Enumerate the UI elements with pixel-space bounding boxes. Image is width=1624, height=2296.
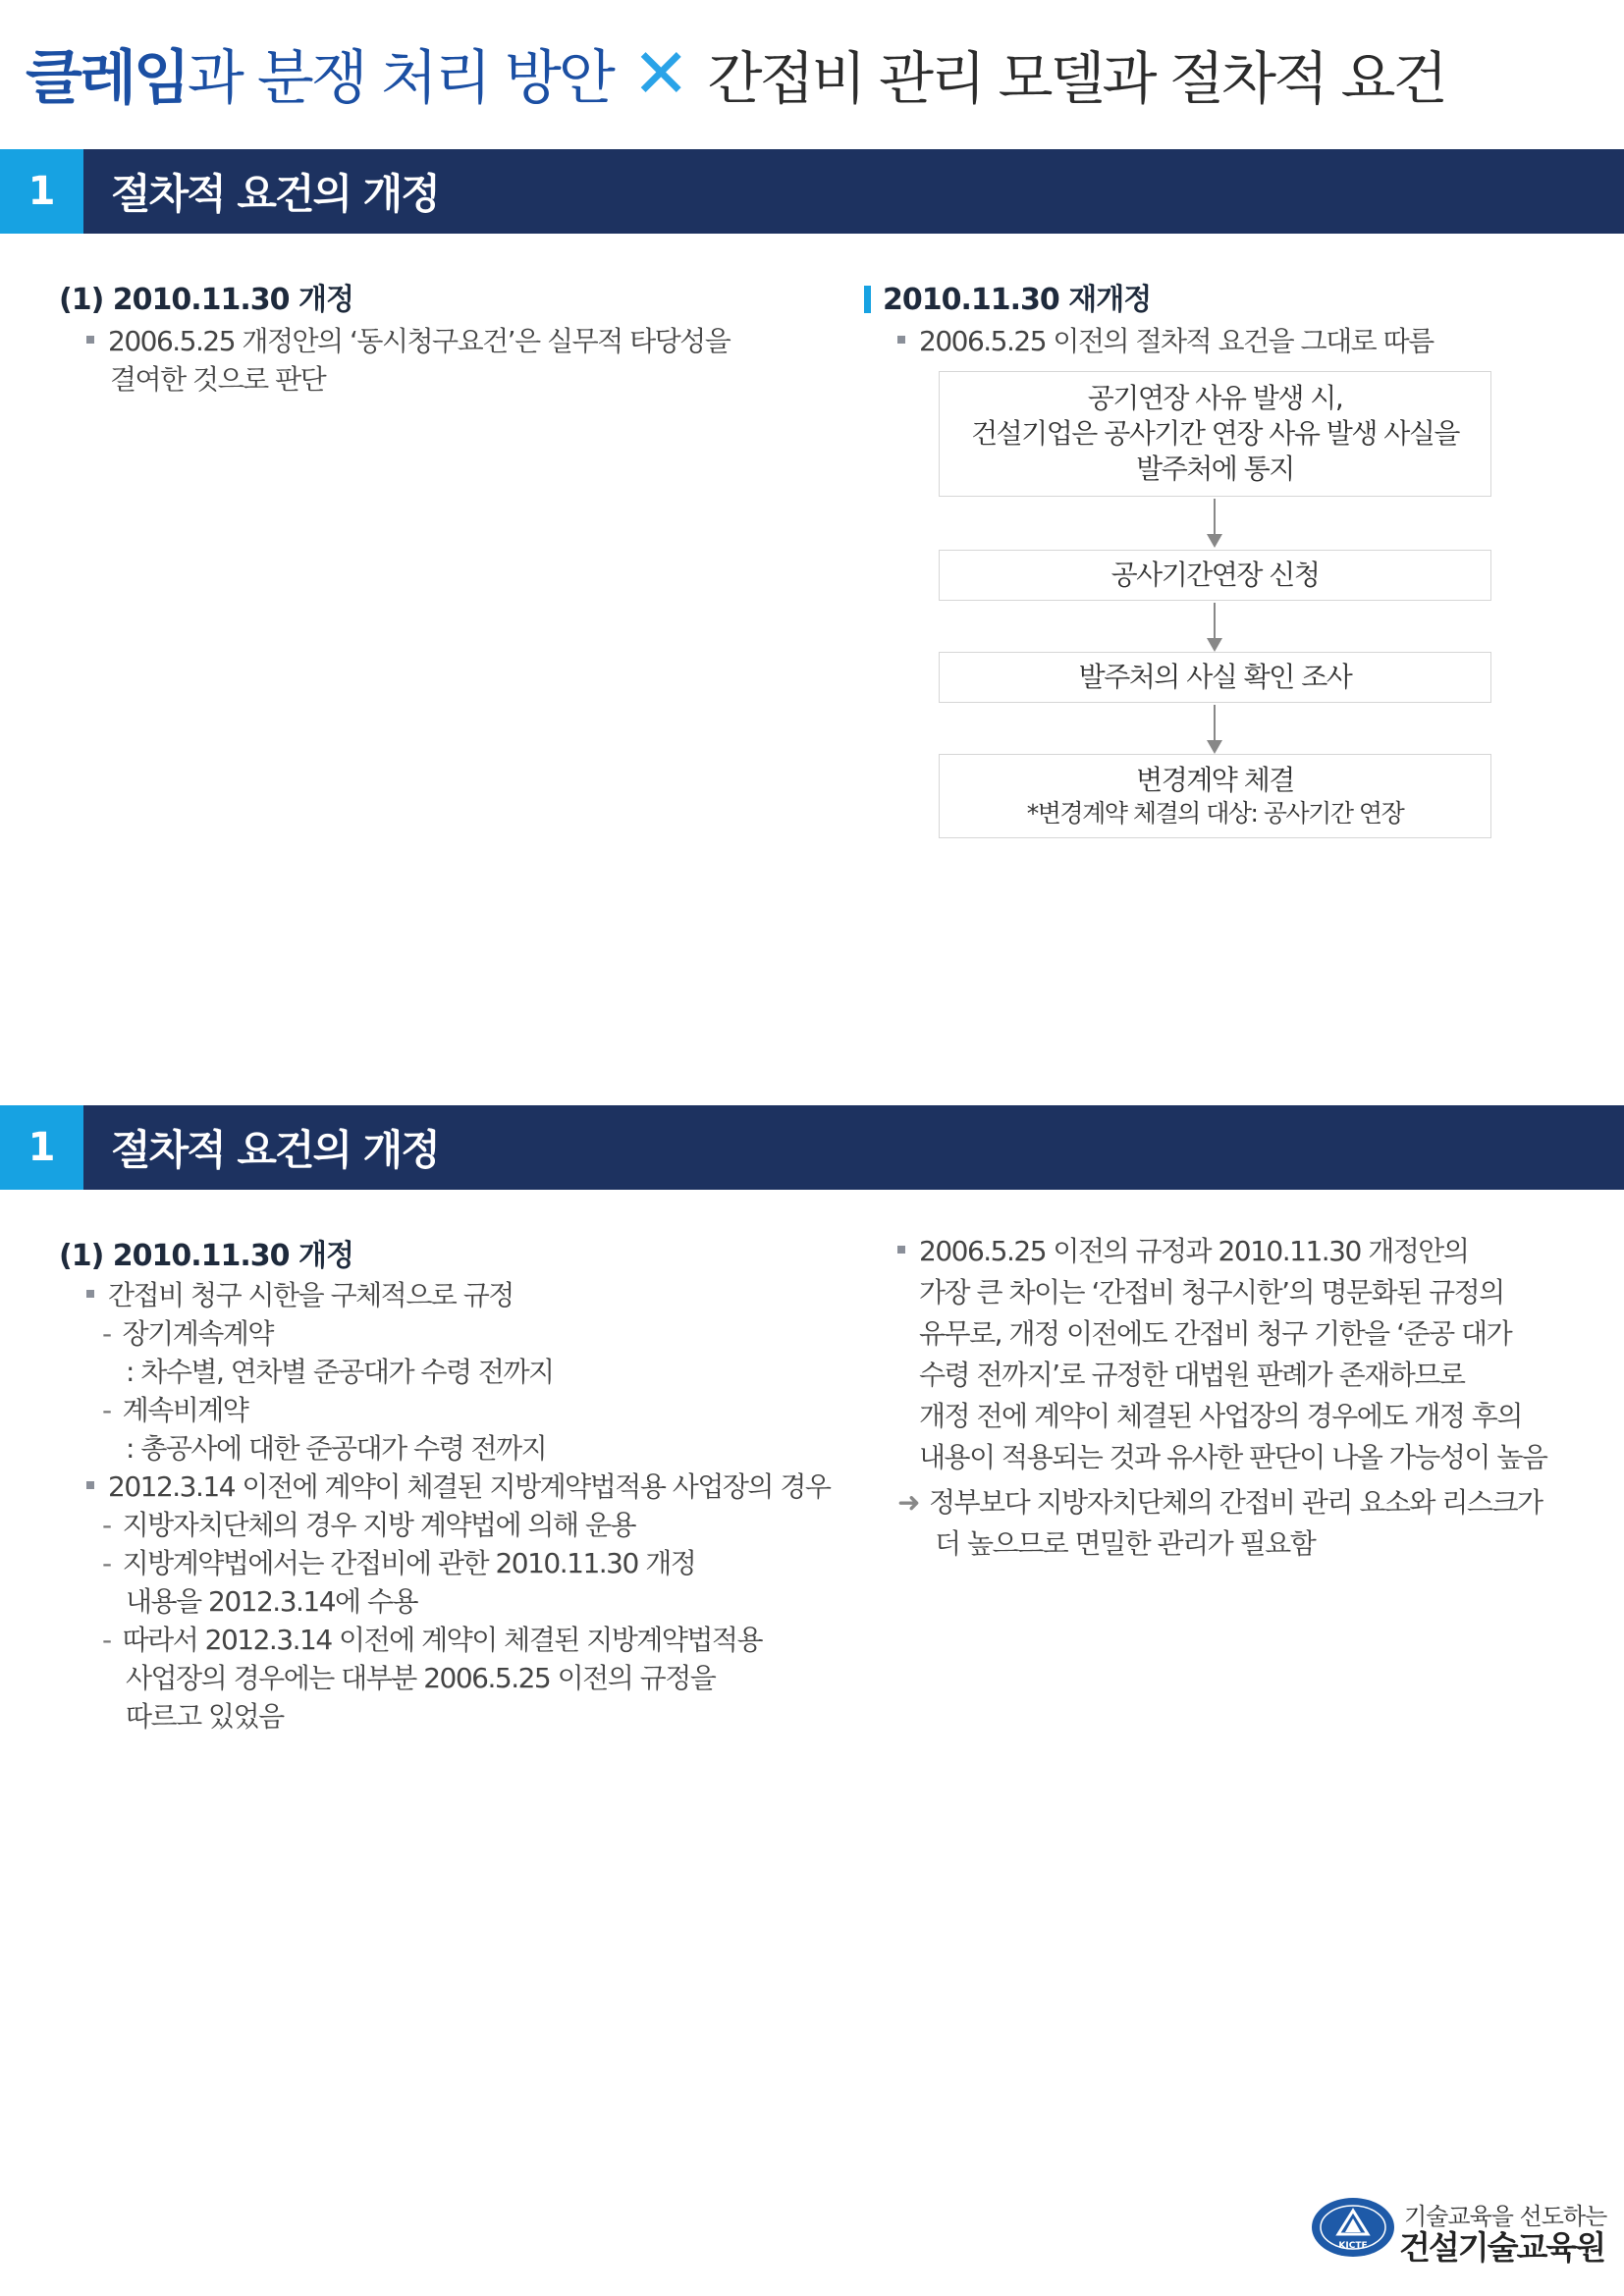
flow-step-2: [939, 550, 1491, 601]
section-bar-2: [0, 1105, 1624, 1190]
bullet-text: 2006.5.25 이전의 절차적 요건을 그대로 따름: [919, 325, 1434, 357]
flow-step-1: [939, 371, 1491, 497]
svg-text:KICTE: KICTE: [1338, 2241, 1368, 2251]
flow-text: 변경계약 체결: [1136, 764, 1294, 796]
bullet-text: 2006.5.25 개정안의 ‘동시청구요건’은 실무적 타당성을: [108, 325, 731, 357]
section-title: 절차적 요건의 개정: [111, 170, 439, 218]
section1-right-heading: [864, 275, 1151, 318]
dash-icon: -: [102, 1547, 111, 1579]
title-bold: 클레임: [26, 44, 188, 113]
sub-item-cont: 사업장의 경우에는 대부분 2006.5.25 이전의 규정을: [126, 1662, 716, 1694]
section1-left-heading: (1) 2010.11.30 개정: [59, 283, 353, 317]
section1-right-bullet: [897, 322, 1434, 360]
section1-left-bullet: [86, 322, 730, 399]
section2-left-list: [86, 1276, 830, 1735]
sub-item: 장기계속계약: [122, 1317, 273, 1350]
bullet-text-cont: 결여한 것으로 판단: [110, 363, 326, 396]
flow-text: 공기연장 사유 발생 시,: [1087, 382, 1343, 414]
sub-item: 계속비계약: [122, 1394, 248, 1426]
dash-icon: -: [102, 1394, 111, 1426]
flow-text: 발주처의 사실 확인 조사: [1078, 661, 1352, 693]
flow-note: *변경계약 체결의 대상: 공사기간 연장: [1026, 799, 1404, 828]
sub-item-cont: 따르고 있었음: [126, 1700, 284, 1733]
section-bar-1: [0, 149, 1624, 234]
flow-arrow-icon: [1207, 705, 1222, 754]
square-bullet-icon: [86, 336, 94, 344]
square-bullet-icon: [897, 1246, 905, 1254]
arrow-right-icon: ➜: [897, 1486, 919, 1519]
heading-text: 2010.11.30 재개정: [883, 283, 1152, 317]
para-text: 2006.5.25 이전의 규정과 2010.11.30 개정안의: [919, 1235, 1469, 1267]
flow-text: 공사기간연장 신청: [1110, 559, 1320, 591]
sub-item-cont: 내용을 2012.3.14에 수용: [126, 1585, 418, 1618]
page-title: [26, 29, 1445, 118]
dash-icon: -: [102, 1624, 111, 1656]
kicte-logo-icon: [1311, 2197, 1395, 2258]
title-rest: 과 분쟁 처리 방안: [187, 44, 613, 113]
section2-right-list: [897, 1231, 1546, 1565]
bullet-text: 간접비 청구 시한을 구체적으로 규정: [108, 1279, 514, 1311]
flow-text: 건설기업은 공사기간 연장 사유 발생 사실을: [971, 417, 1459, 450]
logo-name: 건설기술교육원: [1399, 2228, 1605, 2267]
flow-step-4: [939, 754, 1491, 838]
logo-tagline: 기술교육을 선도하는: [1404, 2203, 1607, 2230]
sub-item-detail: : 총공사에 대한 준공대가 수령 전까지: [126, 1432, 547, 1465]
flow-step-3: [939, 652, 1491, 703]
flow-arrow-icon: [1207, 603, 1222, 652]
conclusion-text: 정부보다 지방자치단체의 간접비 관리 요소와 리스크가: [928, 1486, 1543, 1519]
para-text: 가장 큰 차이는 ‘간접비 청구시한’의 명문화된 규정의: [919, 1276, 1504, 1308]
cross-icon: ✕: [631, 33, 690, 114]
title-right: 간접비 관리 모델과 절차적 요건: [707, 45, 1445, 112]
para-text: 내용이 적용되는 것과 유사한 판단이 나올 가능성이 높음: [919, 1441, 1547, 1473]
flow-arrow-icon: [1207, 499, 1222, 548]
bullet-text: 2012.3.14 이전에 계약이 체결된 지방계약법적용 사업장의 경우: [108, 1470, 831, 1503]
para-text: 수령 전까지’로 규정한 대법원 판례가 존재하므로: [919, 1359, 1465, 1391]
square-bullet-icon: [897, 336, 905, 344]
section-number: 1: [0, 1105, 83, 1190]
square-bullet-icon: [86, 1481, 94, 1489]
section-title: 절차적 요건의 개정: [111, 1126, 439, 1174]
sub-item: 지방자치단체의 경우 지방 계약법에 의해 운용: [122, 1509, 636, 1541]
flow-text: 발주처에 통지: [1136, 453, 1294, 485]
para-text: 유무로, 개정 이전에도 간접비 청구 기한을 ‘준공 대가: [919, 1317, 1512, 1350]
sub-item-detail: : 차수별, 연차별 준공대가 수령 전까지: [126, 1356, 554, 1388]
conclusion-text: 더 높으므로 면밀한 관리가 필요함: [935, 1527, 1316, 1560]
heading-marker-icon: [864, 286, 871, 313]
sub-item: 따라서 2012.3.14 이전에 계약이 체결된 지방계약법적용: [122, 1624, 763, 1656]
section2-left-heading: (1) 2010.11.30 개정: [59, 1239, 353, 1273]
sub-item: 지방계약법에서는 간접비에 관한 2010.11.30 개정: [122, 1547, 696, 1579]
para-text: 개정 전에 계약이 체결된 사업장의 경우에도 개정 후의: [919, 1400, 1522, 1432]
section-number: 1: [0, 149, 83, 234]
square-bullet-icon: [86, 1290, 94, 1298]
dash-icon: -: [102, 1317, 111, 1350]
dash-icon: -: [102, 1509, 111, 1541]
